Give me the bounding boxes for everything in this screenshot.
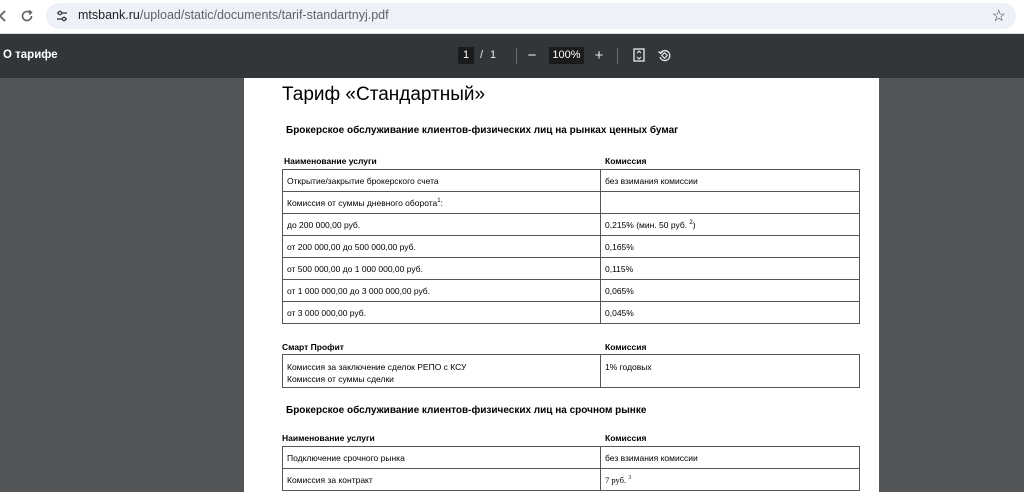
column-header-fee: Комиссия: [605, 433, 647, 443]
address-bar[interactable]: [46, 3, 1016, 29]
column-header-service: Наименование услуги: [284, 156, 377, 166]
service-cell: от 500 000,00 до 1 000 000,00 руб.: [283, 258, 601, 280]
service-cell: Подключение срочного рынка: [283, 447, 601, 469]
fee-suffix: ): [692, 219, 696, 230]
table-row: [283, 192, 860, 214]
service-cell: от 1 000 000,00 до 3 000 000,00 руб.: [283, 280, 601, 302]
footnote-mark: 2: [689, 219, 693, 226]
back-arrow-icon[interactable]: [0, 7, 12, 25]
site-info-icon[interactable]: [54, 8, 70, 24]
service-cell: от 200 000,00 до 500 000,00 руб.: [283, 236, 601, 258]
rotate-icon[interactable]: [654, 44, 674, 66]
table-row: [283, 355, 860, 388]
service-cell: от 3 000 000,00 руб.: [283, 302, 601, 324]
fee-text: 7 руб.: [605, 474, 629, 485]
url-host: mtsbank.ru: [78, 8, 140, 22]
zoom-out-button[interactable]: −: [527, 46, 537, 64]
fee-cell: без взимания комиссии: [601, 170, 860, 192]
service-cell: [283, 355, 601, 388]
table-row: [283, 236, 860, 258]
fit-page-icon[interactable]: [629, 44, 649, 66]
pdf-page: [244, 78, 879, 492]
service-line-2: Комиссия от суммы сделки: [287, 374, 394, 384]
fee-cell: 0,065%: [601, 280, 860, 302]
fee-cell: 0,165%: [601, 236, 860, 258]
page-total: 1: [490, 49, 497, 61]
service-line-1: Комиссия за заключение сделок РЕПО с КСУ: [287, 362, 467, 372]
column-header-smart-profit: Смарт Профит: [282, 342, 344, 352]
zoom-level-input[interactable]: 100%: [549, 47, 584, 64]
table-row: [283, 302, 860, 324]
column-header-fee: Комиссия: [605, 342, 647, 352]
section-title-derivatives: Брокерское обслуживание клиентов-физических лиц на срочном рынке: [286, 405, 647, 416]
smart-profit-table: [282, 354, 860, 388]
browser-toolbar: [0, 0, 1024, 34]
derivatives-tariff-table: [282, 446, 860, 491]
document-heading: Тариф «Стандартный»: [282, 84, 486, 105]
service-text: Комиссия от суммы дневного оборота: [287, 197, 438, 208]
table-row: [283, 258, 860, 280]
fee-cell: без взимания комиссии: [601, 447, 860, 469]
page-number-input[interactable]: 1: [458, 47, 474, 64]
table-row: [283, 214, 860, 236]
pdf-viewport[interactable]: [0, 78, 1024, 492]
toolbar-divider: [516, 48, 517, 64]
reload-icon[interactable]: [18, 7, 36, 25]
url-text[interactable]: [78, 8, 389, 22]
footnote-mark: 3: [628, 474, 632, 481]
fee-cell: 1% годовых: [601, 355, 860, 388]
fee-cell: [601, 192, 860, 214]
table-row: [283, 280, 860, 302]
pdf-toolbar: [0, 34, 1024, 78]
table-row: [283, 170, 860, 192]
service-cell: Открытие/закрытие брокерского счета: [283, 170, 601, 192]
service-suffix: :: [440, 197, 443, 208]
fee-cell: [601, 214, 860, 236]
service-cell: Комиссия за контракт: [283, 469, 601, 491]
column-header-service: Наименование услуги: [282, 433, 375, 443]
document-title: О тарифе: [3, 49, 58, 61]
table-row: [283, 447, 860, 469]
star-icon[interactable]: ☆: [991, 8, 1006, 25]
fee-cell: 0,115%: [601, 258, 860, 280]
footnote-mark: 1: [437, 197, 441, 204]
securities-tariff-table: [282, 169, 860, 324]
section-title-securities: Брокерское обслуживание клиентов-физических лиц на рынках ценных бумаг: [286, 125, 679, 136]
zoom-in-button[interactable]: +: [594, 46, 604, 64]
table-row: [283, 469, 860, 491]
fee-text: 0,215% (мин. 50 руб.: [605, 219, 690, 230]
fee-cell: [601, 469, 860, 491]
service-cell: [283, 192, 601, 214]
toolbar-divider: [617, 48, 618, 64]
service-cell: до 200 000,00 руб.: [283, 214, 601, 236]
url-path: /upload/static/documents/tarif-standartnyj.pdf: [139, 8, 389, 22]
column-header-fee: Комиссия: [605, 156, 647, 166]
page-separator: /: [480, 49, 484, 61]
fee-cell: 0,045%: [601, 302, 860, 324]
